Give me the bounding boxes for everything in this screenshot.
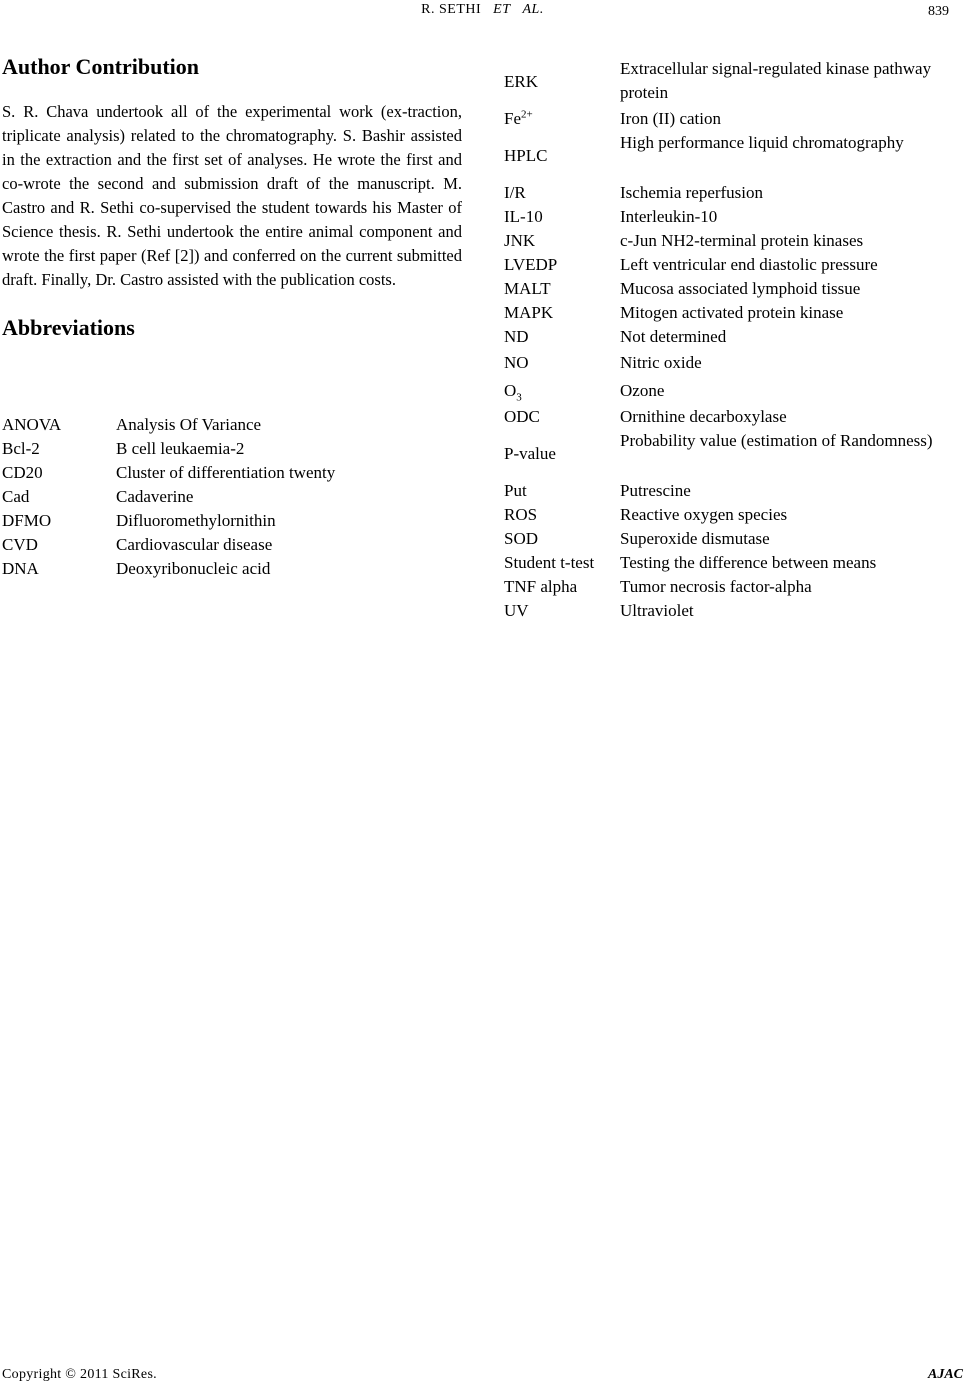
- page-number: 839: [928, 4, 949, 19]
- running-head: [0, 2, 965, 18]
- abbr-definition: B cell leukaemia-2: [116, 439, 245, 458]
- abbr-term: I/R: [504, 183, 526, 202]
- abbr-row: [504, 405, 944, 429]
- abbr-definition: Cluster of differentiation twenty: [116, 463, 336, 482]
- abbr-term: ND: [504, 327, 529, 346]
- abbr-term: IL-10: [504, 207, 543, 226]
- abbr-term: [504, 107, 533, 131]
- abbr-term: SOD: [504, 529, 539, 548]
- abbreviations-heading: Abbreviations: [2, 315, 135, 340]
- running-head-etal-1: ET: [493, 2, 511, 17]
- abbr-term: JNK: [504, 231, 536, 250]
- abbr-term: Cad: [2, 487, 30, 506]
- abbr-row: [504, 575, 944, 599]
- abbr-term-base: Fe: [504, 109, 521, 128]
- abbr-row: [504, 181, 944, 205]
- abbr-row: [504, 253, 944, 277]
- abbr-row: [504, 205, 944, 229]
- abbr-definition: Mitogen activated protein kinase: [620, 303, 844, 322]
- abbr-term: Put: [504, 481, 527, 500]
- abbr-term: NO: [504, 353, 529, 372]
- abbr-term: MALT: [504, 279, 551, 298]
- abbr-term: Bcl-2: [2, 439, 40, 458]
- abbr-term: ROS: [504, 505, 538, 524]
- abbr-definition: Testing the difference between means: [620, 553, 877, 572]
- abbr-definition: Ultraviolet: [620, 601, 694, 620]
- abbr-row: [504, 551, 944, 575]
- abbr-row: [504, 57, 944, 107]
- abbr-definition: Tumor necrosis factor-alpha: [620, 577, 812, 596]
- abbr-definition: Analysis Of Variance: [116, 415, 262, 434]
- abbr-row: [504, 349, 944, 377]
- abbr-definition: Extracellular signal-regulated kinase pathway protein: [620, 59, 932, 102]
- abbr-term: LVEDP: [504, 255, 558, 274]
- abbr-term: DFMO: [2, 511, 52, 530]
- abbr-term: P-value: [504, 444, 556, 463]
- author-contribution-heading: Author Contribution: [2, 54, 200, 79]
- abbr-term: TNF alpha: [504, 577, 578, 596]
- abbr-definition: Reactive oxygen species: [620, 505, 788, 524]
- abbr-row: [504, 131, 944, 181]
- abbr-row: [504, 107, 944, 131]
- abbr-definition: Not determined: [620, 327, 727, 346]
- abbr-term: CVD: [2, 535, 38, 554]
- abbr-term: Student t-test: [504, 553, 595, 572]
- running-head-etal-2: AL.: [522, 2, 544, 17]
- abbr-definition: Probability value (estimation of Randomness): [620, 431, 933, 450]
- abbr-row: [504, 377, 944, 405]
- abbr-definition: Ozone: [620, 381, 665, 400]
- abbr-term: [504, 379, 522, 403]
- abbr-term: ERK: [504, 72, 538, 91]
- abbr-definition: Nitric oxide: [620, 353, 702, 372]
- abbr-term-superscript: 2+: [521, 108, 533, 121]
- abbr-definition: Left ventricular end diastolic pressure: [620, 255, 878, 274]
- left-column: [2, 54, 462, 341]
- journal-abbreviation: AJAC: [927, 1367, 963, 1382]
- abbr-term: MAPK: [504, 303, 554, 322]
- abbr-definition: Cadaverine: [116, 487, 194, 506]
- abbr-row: [504, 503, 944, 527]
- abbr-row: [504, 325, 944, 349]
- abbr-definition: Putrescine: [620, 481, 691, 500]
- abbr-term: DNA: [2, 559, 39, 578]
- abbr-row: [504, 429, 944, 479]
- abbr-row: [504, 599, 944, 623]
- copyright-notice: Copyright © 2011 SciRes.: [2, 1367, 157, 1382]
- abbr-row: [504, 301, 944, 325]
- abbreviations-list-right: [504, 57, 944, 623]
- abbr-term: CD20: [2, 463, 43, 482]
- abbr-definition: Ischemia reperfusion: [620, 183, 764, 202]
- abbr-definition: Interleukin-10: [620, 207, 718, 226]
- abbr-definition: Iron (II) cation: [620, 109, 722, 128]
- abbr-definition: Superoxide dismutase: [620, 529, 770, 548]
- abbr-row: [504, 479, 944, 503]
- abbr-term: HPLC: [504, 146, 548, 165]
- abbr-definition: Deoxyribonucleic acid: [116, 559, 271, 578]
- abbr-term-subscript: 3: [516, 391, 522, 404]
- abbr-term: ODC: [504, 407, 540, 426]
- abbr-row: [504, 229, 944, 253]
- abbr-definition: Cardiovascular disease: [116, 535, 273, 554]
- abbr-definition: Mucosa associated lymphoid tissue: [620, 279, 861, 298]
- abbr-term-base: O: [504, 381, 517, 400]
- abbr-term: ANOVA: [2, 415, 62, 434]
- abbr-term: UV: [504, 601, 529, 620]
- abbr-definition: Difluoromethylornithin: [116, 511, 276, 530]
- author-contribution-text: S. R. Chava undertook all of the experimental work (ex-traction, triplicate analysis) related to the chromatography. S. Bashir assisted in the extraction and the first set of analyses. He wrote the first and co-wrote the second and submission draft of the manuscript. M. Castro and R. Sethi co-supervised the student towards his Master of Science thesis. R. Sethi undertook the entire animal component and wrote the first paper (Ref [2]) and conferred on the current submitted draft. Finally, Dr. Castro assisted with the publication costs.: [2, 102, 462, 289]
- abbr-definition: High performance liquid chromatography: [620, 133, 904, 152]
- abbr-row: [504, 277, 944, 301]
- abbr-row: [504, 527, 944, 551]
- running-head-author: R. SETHI: [421, 2, 482, 17]
- abbr-definition: Ornithine decarboxylase: [620, 407, 787, 426]
- abbr-definition: c-Jun NH2-terminal protein kinases: [620, 231, 864, 250]
